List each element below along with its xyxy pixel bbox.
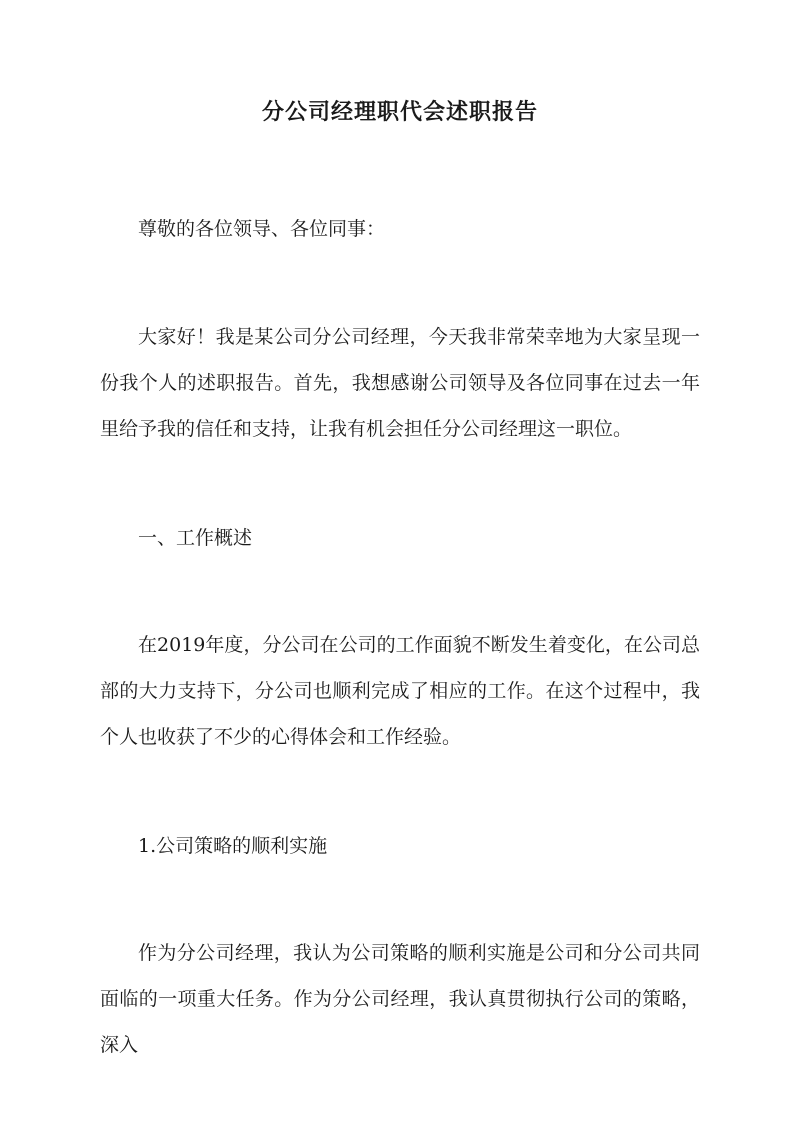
work-overview-paragraph: 在2019年度，分公司在公司的工作面貌不断发生着变化，在公司总部的大力支持下，分公司也顺利完成了相应的工作。在这个过程中，我个人也收获了不少的心得体会和工作经验。 <box>100 634 700 748</box>
document-title: 分公司经理职代会述职报告 <box>261 99 538 125</box>
subsection-heading-strategy: 1.公司策略的顺利实施 <box>138 835 328 857</box>
section-heading-work-overview: 一、工作概述 <box>138 527 253 549</box>
intro-paragraph: 大家好！我是某公司分公司经理，今天我非常荣幸地为大家呈现一份我个人的述职报告。首先，我想感谢公司领导及各位同事在过去一年里给予我的信任和支持，让我有机会担任分公司经理这一职位。 <box>100 326 700 440</box>
strategy-paragraph: 作为分公司经理，我认为公司策略的顺利实施是公司和分公司共同面临的一项重大任务。作为分公司经理，我认真贯彻执行公司的策略，深入 <box>100 942 700 1056</box>
greeting-paragraph: 尊敬的各位领导、各位同事： <box>138 218 386 240</box>
